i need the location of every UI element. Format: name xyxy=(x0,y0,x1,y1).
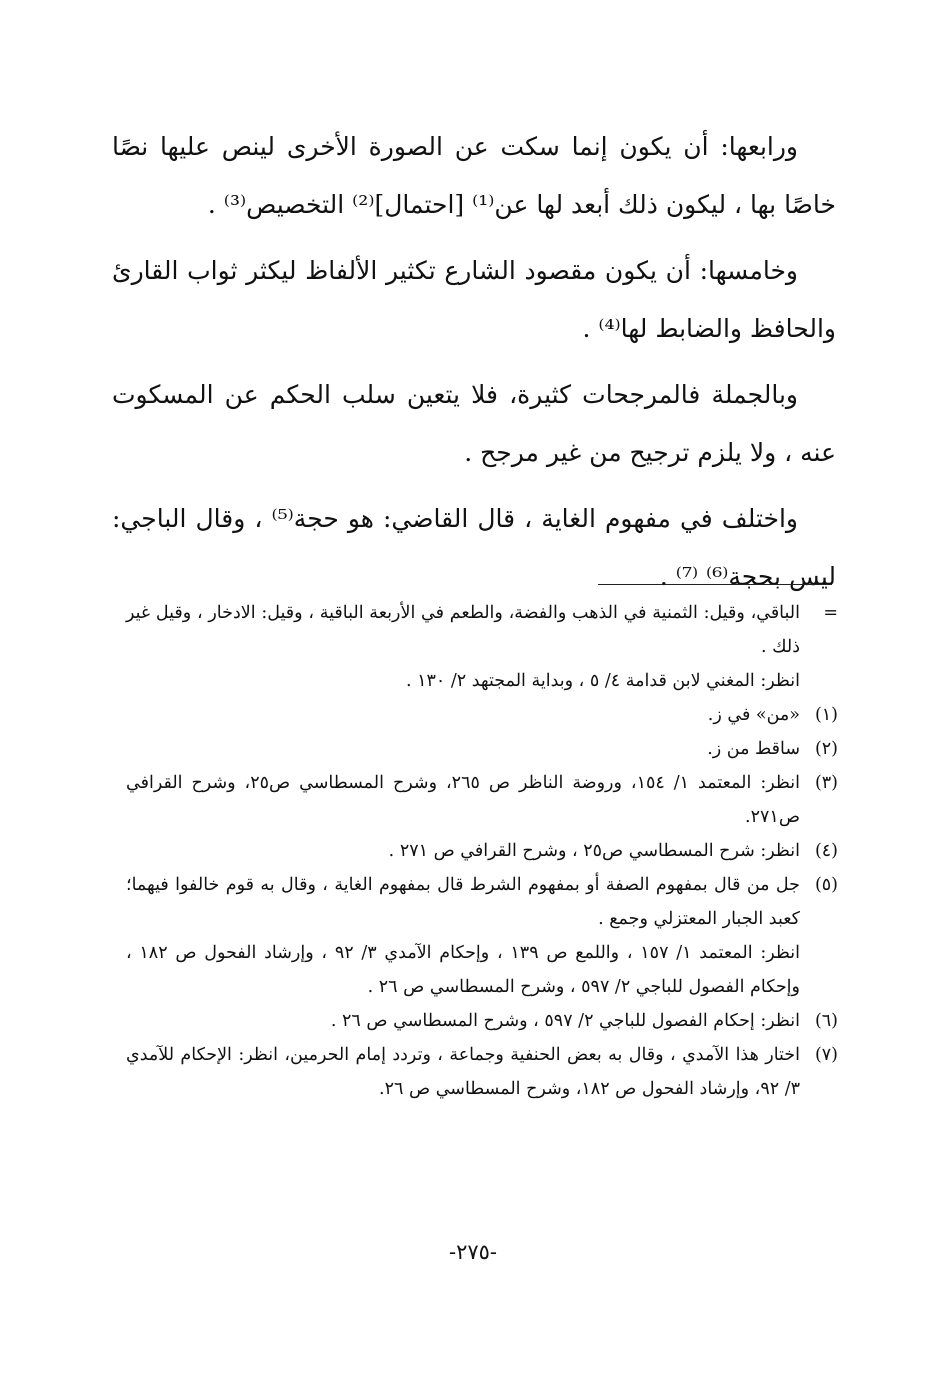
footnote-text: انظر: شرح المسطاسي ص٢٥ ، وشرح القرافي ص ٢٧١ . xyxy=(388,841,800,861)
footnote-number: (٥) xyxy=(814,875,838,895)
footnote-number: (١) xyxy=(814,705,838,725)
footnote-4 xyxy=(126,834,838,868)
footnote-number: (٧) xyxy=(814,1045,838,1065)
footnote-text: انظر: المعتمد ١/ ١٥٤، وروضة الناظر ص ٢٦٥، وشرح المسطاسي ص٢٥، وشرح القرافي ص٢٧١. xyxy=(126,773,800,827)
footnote-text: جل من قال بمفهوم الصفة أو بمفهوم الشرط قال بمفهوم الغاية ، وقال به قوم خالفوا فيهما؛ كعبد الجبار المعتزلي وجمع . xyxy=(126,875,800,929)
paragraph-fourth-reason: ورابعها: أن يكون إنما سكت عن الصورة الأخرى لينص عليها نصًا خاصًا بها ، ليكون ذلك أبعد لها عن⁽¹⁾ [احتمال]⁽²⁾ التخصيص⁽³⁾ . xyxy=(112,132,836,219)
main-text xyxy=(112,118,836,614)
footnote-reference: انظر: المغني لابن قدامة ٤/ ٥ ، وبداية المجتهد ٢/ ١٣٠ . xyxy=(405,671,800,691)
footnote-3 xyxy=(126,766,838,834)
footnote-continuation xyxy=(126,596,838,664)
footnote-2 xyxy=(126,732,838,766)
footnote-number: (٣) xyxy=(814,773,838,793)
footnotes xyxy=(126,596,838,1106)
footnote-6 xyxy=(126,1004,838,1038)
footnote-text: «من» في ز. xyxy=(707,705,800,725)
footnote-reference: انظر: المعتمد ١/ ١٥٧ ، واللمع ص ١٣٩ ، وإحكام الآمدي ٣/ ٩٢ ، وإرشاد الفحول ص ١٨٢ ، وإحكام الفصول للباجي ٢/ ٥٩٧ ، وشرح المسطاسي ص ٢٦ . xyxy=(126,943,801,997)
paragraph-mafhum-al-ghaya: واختلف في مفهوم الغاية ، قال القاضي: هو حجة⁽⁵⁾ ، وقال الباجي: ليس بحجة⁽⁶⁾ ⁽⁷⁾ . xyxy=(112,504,836,591)
footnote-text: الباقي، وقيل: الثمنية في الذهب والفضة، والطعم في الأربعة الباقية ، وقيل: الادخار ، وقيل غير ذلك . xyxy=(126,603,800,657)
continuation-marker: = xyxy=(823,603,838,623)
footnote-text: انظر: إحكام الفصول للباجي ٢/ ٥٩٧ ، وشرح المسطاسي ص ٢٦ . xyxy=(330,1011,800,1031)
footnote-number: (٤) xyxy=(814,841,838,861)
paragraph-summary: وبالجملة فالمرجحات كثيرة، فلا يتعين سلب الحكم عن المسكوت عنه ، ولا يلزم ترجيح من غير مرجح . xyxy=(112,380,836,467)
paragraph-fifth-reason: وخامسها: أن يكون مقصود الشارع تكثير الألفاظ ليكثر ثواب القارئ والحافظ والضابط لها⁽⁴⁾ . xyxy=(112,256,836,343)
footnote-divider xyxy=(598,584,832,585)
footnote-7 xyxy=(126,1038,838,1106)
footnote-number: (٦) xyxy=(814,1011,838,1031)
page-number: -٢٧٥- xyxy=(448,1240,498,1264)
footnote-text: اختار هذا الآمدي ، وقال به بعض الحنفية وجماعة ، وتردد إمام الحرمين، انظر: الإحكام للآمدي ٣/ ٩٢، وإرشاد الفحول ص ١٨٢، وشرح المسطاسي ص ٢٦. xyxy=(126,1045,800,1099)
footnote-5 xyxy=(126,868,838,936)
footnote-1 xyxy=(126,698,838,732)
footnote-text: ساقط من ز. xyxy=(707,739,800,759)
footnote-number: (٢) xyxy=(814,739,838,759)
